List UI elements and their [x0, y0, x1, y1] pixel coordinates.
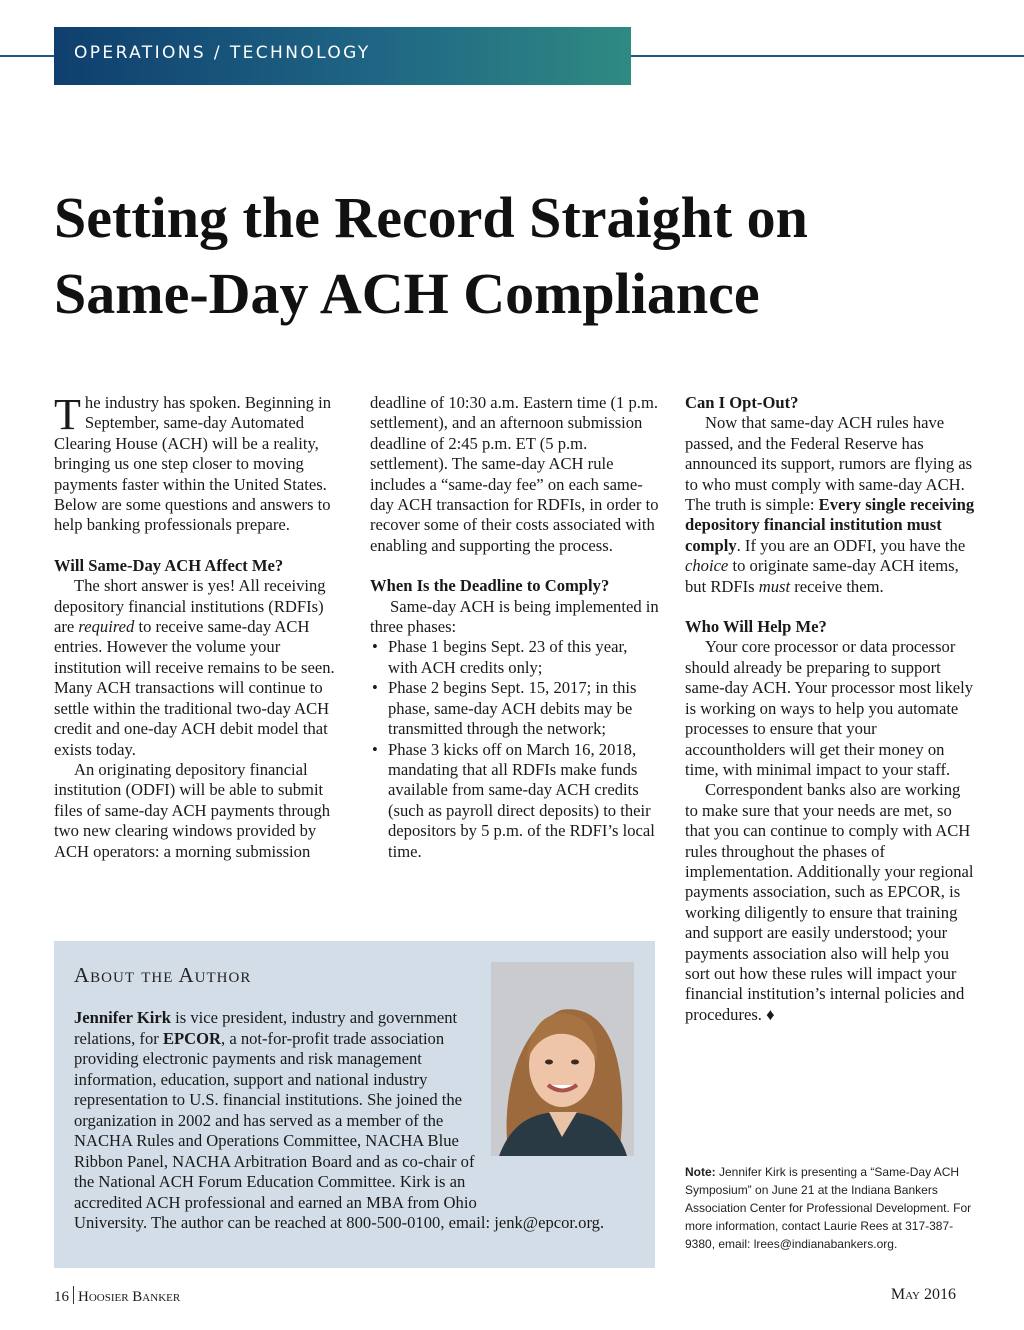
emphasis-choice: choice [685, 556, 729, 576]
help-2-text: Correspondent banks also are working to make sure that your needs are met, so that you can continue to comply with ACH rules throughout the phases of implementation. Additionally your regional payments association, such as EPCOR, is working diligently to ensure that training and support are easily understood; your payments association also will help you sort out how these rules will impact your financial institution’s internal policies and procedures. [685, 780, 974, 1024]
heading-affect: Will Same-Day ACH Affect Me? [54, 555, 284, 575]
author-photo [491, 962, 634, 1156]
paragraph-affect [54, 576, 344, 760]
paragraph-deadline-continued: deadline of 10:30 a.m. Eastern time (1 p.m. settlement), and an afternoon submission deadline of 2:45 p.m. ET (5 p.m. settlement). The same-day ACH rule includes a “same-day fee” on each same-day ACH transaction for RDFIs, in order to recover some of their costs associated with enabling and supporting the process. [370, 393, 659, 555]
note-label: Note: [685, 1165, 716, 1179]
heading-optout: Can I Opt-Out? [685, 393, 799, 412]
author-name: Jennifer Kirk [74, 1008, 171, 1027]
end-mark-icon: ♦ [766, 1004, 775, 1024]
author-heading: About the Author [74, 963, 252, 987]
note-box [685, 1163, 975, 1253]
title-line-2: Same-Day ACH Compliance [54, 261, 760, 326]
portrait-image [491, 962, 634, 1156]
phase-list [370, 637, 660, 861]
author-org: EPCOR [162, 1028, 222, 1048]
heading-deadline: When Is the Deadline to Comply? [370, 576, 610, 596]
emphasis-must: must [758, 576, 791, 596]
title-line-1: Setting the Record Straight on [54, 185, 808, 250]
emphasis-required: required [78, 617, 135, 637]
optout-text-d: receive them. [790, 576, 884, 596]
optout-text-b: . If you are an ODFI, you have the [736, 535, 966, 555]
list-item: • Phase 2 begins Sept. 15, 2017; in this phase, same-day ACH debits may be transmitted through the network; [388, 678, 660, 739]
intro-paragraph [54, 390, 344, 536]
optout-bold: Every single receiving depository financial institution must comply [685, 495, 975, 555]
optout-text-a: Now that same-day ACH rules have passed, and the Federal Reserve has announced its support, rumors are flying as to who must comply with same-day ACH. The truth is simple: [685, 413, 973, 515]
optout-text-c: to originate same-day ACH items, but RDFIs [685, 556, 959, 596]
paragraph-odfi: An originating depository financial institution (ODFI) will be able to submit files of same-day ACH payments through two new clearing windows provided by ACH operators: a morning submission [54, 759, 331, 861]
article-title [54, 180, 994, 332]
section-label: OPERATIONS / TECHNOLOGY [74, 43, 371, 63]
issue-date: May 2016 [890, 1286, 956, 1303]
paragraph-phases: Same-day ACH is being implemented in three phases: [370, 596, 659, 637]
list-item: • Phase 3 kicks off on March 16, 2018, mandating that all RDFIs make funds available from same-day ACH credits (such as payroll direct deposits) to their depositors by 5 p.m. of the RDFI’s local time. [388, 740, 660, 862]
magazine-name: Hoosier Banker [78, 1289, 181, 1305]
section-banner [54, 27, 631, 85]
footer-divider [73, 1286, 74, 1304]
paragraph-help-1: Your core processor or data processor should already be preparing to support same-day ACH. Your processor most likely is working on ways to help you automate processes to ensure that your accountholders will get their money on time, with minimal impact to your staff. [685, 637, 974, 779]
column-1 [54, 390, 344, 862]
note-text: Jennifer Kirk is presenting a “Same-Day ACH Symposium” on June 21 at the Indiana Bankers Association Center for Professional Development. For more information, contact Laurie Rees at 317-387-9380, email: lrees@indianabankers.org. [685, 1165, 972, 1251]
footer-left [54, 1286, 180, 1306]
list-item: • Phase 1 begins Sept. 23 of this year, with ACH credits only; [388, 637, 660, 678]
column-2 [370, 393, 660, 862]
author-bio-text-2: , a not-for-profit trade association providing electronic payments and risk management information, education, support and national industry representation to U.S. financial institutions. She joined the organization in 2002 and has served as a member of the NACHA Rules and Operations Committee, NACHA Blue Ribbon Panel, NACHA Arbitration Board and as co-chair of the National ACH Forum Education Committee. Kirk is an accredited ACH professional and earned an MBA from Ohio University. The author can be reached at 800-500-0100, email: jenk@epcor.org. [74, 1028, 605, 1232]
heading-help: Who Will Help Me? [685, 617, 827, 637]
drop-cap: T [54, 390, 81, 439]
paragraph-optout [685, 413, 975, 597]
paragraph-help-2 [685, 780, 975, 1025]
author-bio-text-1: is vice president, industry and government relations, for [74, 1008, 458, 1048]
page-number: 16 [54, 1289, 69, 1305]
column-3 [685, 393, 975, 1025]
intro-text: he industry has spoken. Beginning in September, same-day Automated Clearing House (ACH) will be a reality, bringing us one step closer to moving payments faster within the United States. Below are some questions and answers to help banking professionals prepare. [54, 393, 332, 535]
paragraph-affect-text-b: to receive same-day ACH entries. However the volume your institution will receive remains to be seen. Many ACH transactions will continue to settle within the traditional two-day ACH credit and one-day ACH debit model that exists today. [54, 617, 335, 759]
paragraph-affect-text-a: The short answer is yes! All receiving depository financial institutions (RDFIs) are [54, 576, 326, 637]
